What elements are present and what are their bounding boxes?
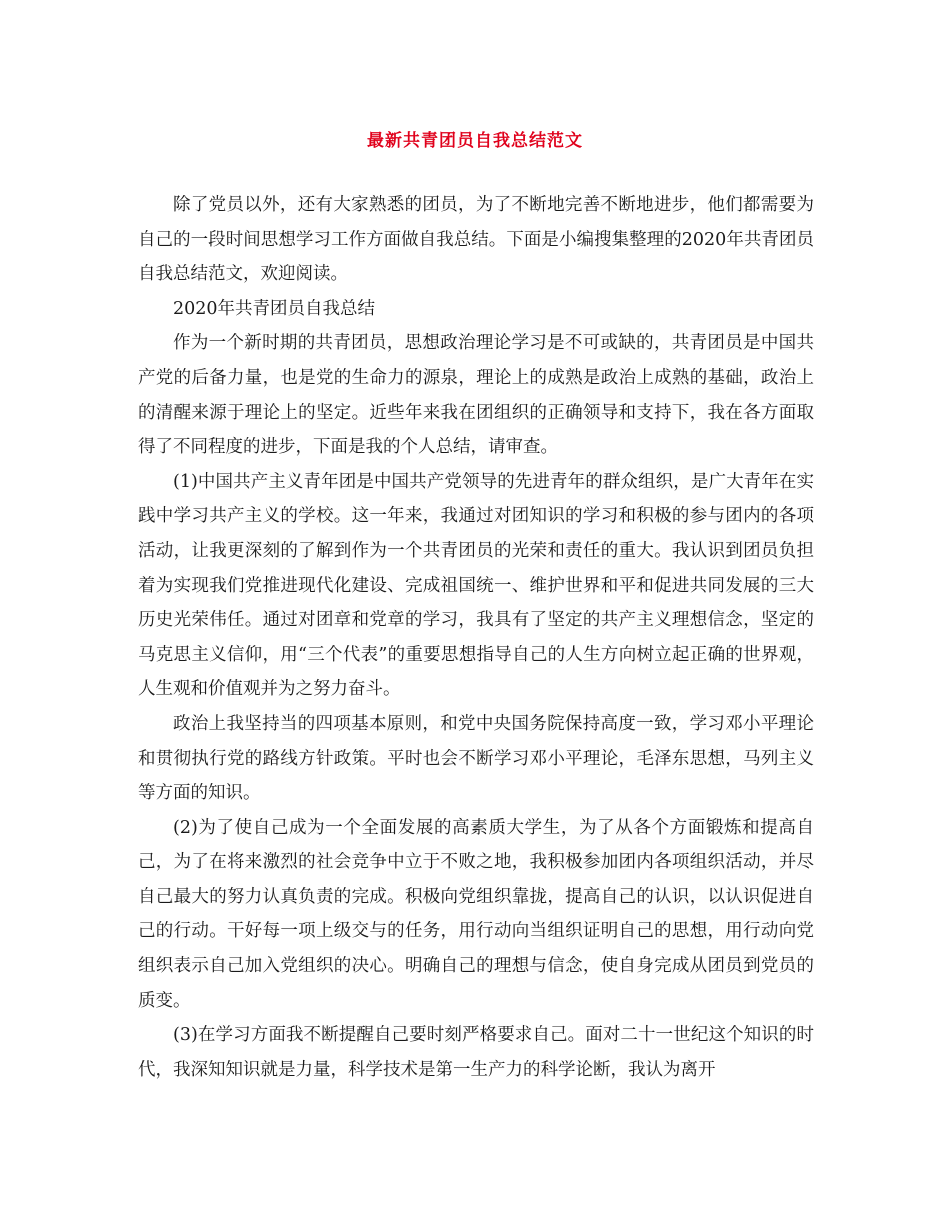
paragraph-politics: 政治上我坚持当的四项基本原则，和党中央国务院保持高度一致，学习邓小平理论和贯彻执行党的路线方针政策。平时也会不断学习邓小平理论，毛泽东思想，马列主义等方面的知识。 xyxy=(138,713,814,804)
paragraph-point-1: (1)中国共产主义青年团是中国共产党领导的先进青年的群众组织，是广大青年在实践中学习共产主义的学校。这一年来，我通过对团知识的学习和积极的参与团内的各项活动，让我更深刻的了解到作为一个共青团员的光荣和责任的重大。我认识到团员负担着为实现我们党推进现代化建设、完成祖国统一、维护世界和平和促进共同发展的三大历史光荣伟任。通过对团章和党章的学习，我具有了坚定的共产主义理想信念，坚定的马克思主义信仰，用“三个代表”的重要思想指导自己的人生方向树立起正确的世界观，人生观和价值观并为之努力奋斗。 xyxy=(138,471,814,700)
paragraph-subtitle: 2020年共青团员自我总结 xyxy=(173,298,376,319)
paragraph-theory-study: 作为一个新时期的共青团员，思想政治理论学习是不可或缺的，共青团员是中国共产党的后备力量，也是党的生命力的源泉，理论上的成熟是政治上成熟的基础，政治上的清醒来源于理论上的坚定。近些年来我在团组织的正确领导和支持下，我在各方面取得了不同程度的进步，下面是我的个人总结，请审查。 xyxy=(138,333,814,458)
document-title: 最新共青团员自我总结范文 xyxy=(367,131,583,151)
document-body xyxy=(138,188,814,1087)
paragraph-point-2: (2)为了使自己成为一个全面发展的高素质大学生，为了从各个方面锻炼和提高自己，为了在将来激烈的社会竞争中立于不败之地，我积极参加团内各项组织活动，并尽自己最大的努力认真负责的完成。积极向党组织靠拢，提高自己的认识，以认识促进自己的行动。干好每一项上级交与的任务，用行动向当组织证明自己的思想，用行动向党组织表示自己加入党组织的决心。明确自己的理想与信念，使自身完成从团员到党员的质变。 xyxy=(138,817,814,1011)
paragraph-intro: 除了党员以外，还有大家熟悉的团员，为了不断地完善不断地进步，他们都需要为自己的一段时间思想学习工作方面做自我总结。下面是小编搜集整理的2020年共青团员自我总结范文，欢迎阅读。 xyxy=(138,195,814,285)
paragraph-point-3: (3)在学习方面我不断提醒自己要时刻严格要求自己。面对二十一世纪这个知识的时代，我深知知识就是力量，科学技术是第一生产力的科学论断，我认为离开 xyxy=(138,1025,814,1080)
